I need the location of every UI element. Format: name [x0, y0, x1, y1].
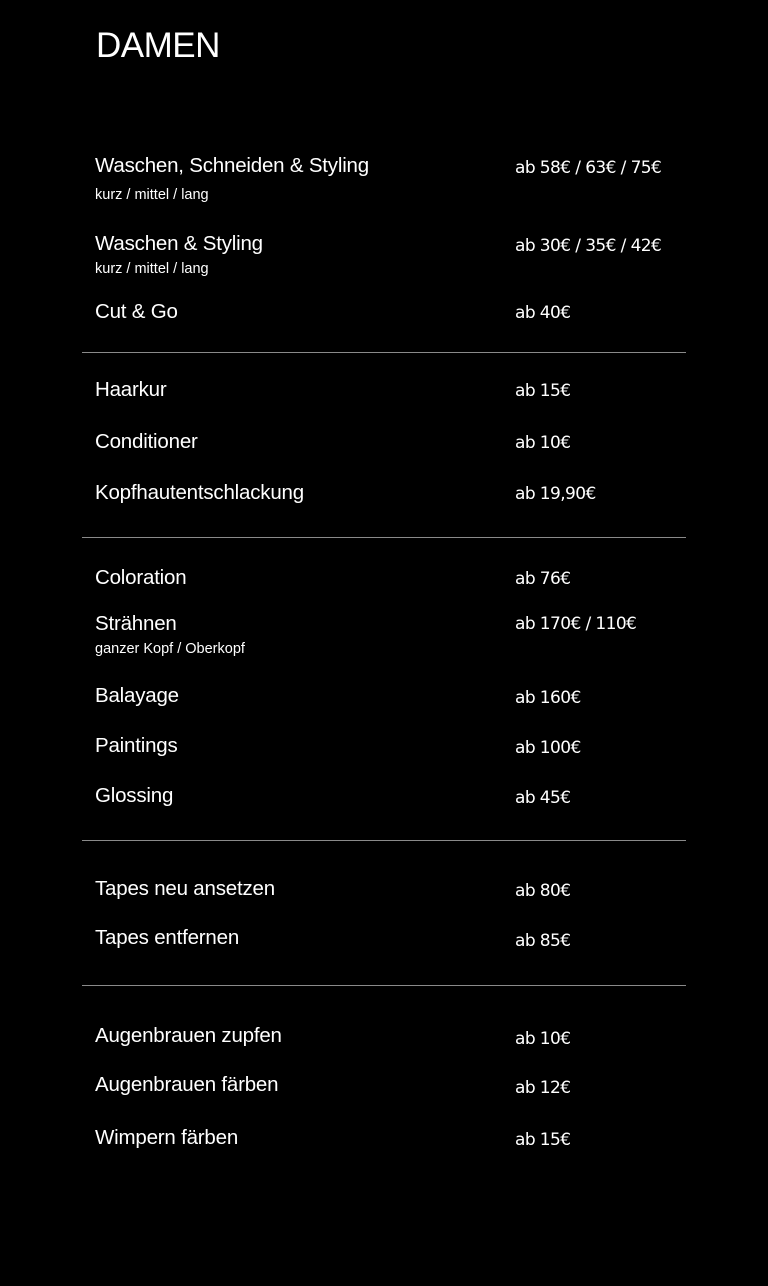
service-subtitle: ganzer Kopf / Oberkopf: [95, 641, 245, 657]
service-name: Conditioner: [95, 430, 198, 453]
service-price: ab 15€: [515, 381, 571, 401]
service-subtitle: kurz / mittel / lang: [95, 187, 209, 203]
service-price: ab 10€: [515, 1029, 571, 1049]
service-price: ab 40€: [515, 303, 571, 323]
service-price: ab 58€ / 63€ / 75€: [515, 158, 662, 178]
service-price: ab 170€ / 110€: [515, 614, 637, 634]
service-subtitle: kurz / mittel / lang: [95, 261, 209, 277]
service-name: Haarkur: [95, 378, 167, 401]
service-name: Tapes entfernen: [95, 926, 240, 949]
service-name: Paintings: [95, 734, 178, 757]
service-price: ab 12€: [515, 1078, 571, 1098]
section-divider: [82, 840, 686, 841]
service-price: ab 76€: [515, 569, 571, 589]
service-price: ab 10€: [515, 433, 571, 453]
service-price: ab 30€ / 35€ / 42€: [515, 236, 662, 256]
page-title: DAMEN: [96, 26, 220, 65]
service-name: Coloration: [95, 566, 187, 589]
service-name: Kopfhautentschlackung: [95, 481, 304, 504]
service-name: Augenbrauen zupfen: [95, 1024, 282, 1047]
service-price: ab 85€: [515, 931, 571, 951]
service-name: Waschen & Styling: [95, 232, 263, 255]
service-price: ab 19,90€: [515, 484, 596, 504]
service-name: Augenbrauen färben: [95, 1073, 279, 1096]
service-name: Wimpern färben: [95, 1126, 239, 1149]
section-divider: [82, 352, 686, 353]
service-name: Tapes neu ansetzen: [95, 877, 275, 900]
service-price: ab 80€: [515, 881, 571, 901]
service-name: Strähnen: [95, 612, 177, 635]
service-price: ab 15€: [515, 1130, 571, 1150]
service-name: Glossing: [95, 784, 174, 807]
service-name: Cut & Go: [95, 300, 178, 323]
service-name: Balayage: [95, 684, 179, 707]
section-divider: [82, 985, 686, 986]
service-price: ab 100€: [515, 738, 581, 758]
section-divider: [82, 537, 686, 538]
service-name: Waschen, Schneiden & Styling: [95, 154, 369, 177]
service-price: ab 160€: [515, 688, 581, 708]
service-price: ab 45€: [515, 788, 571, 808]
